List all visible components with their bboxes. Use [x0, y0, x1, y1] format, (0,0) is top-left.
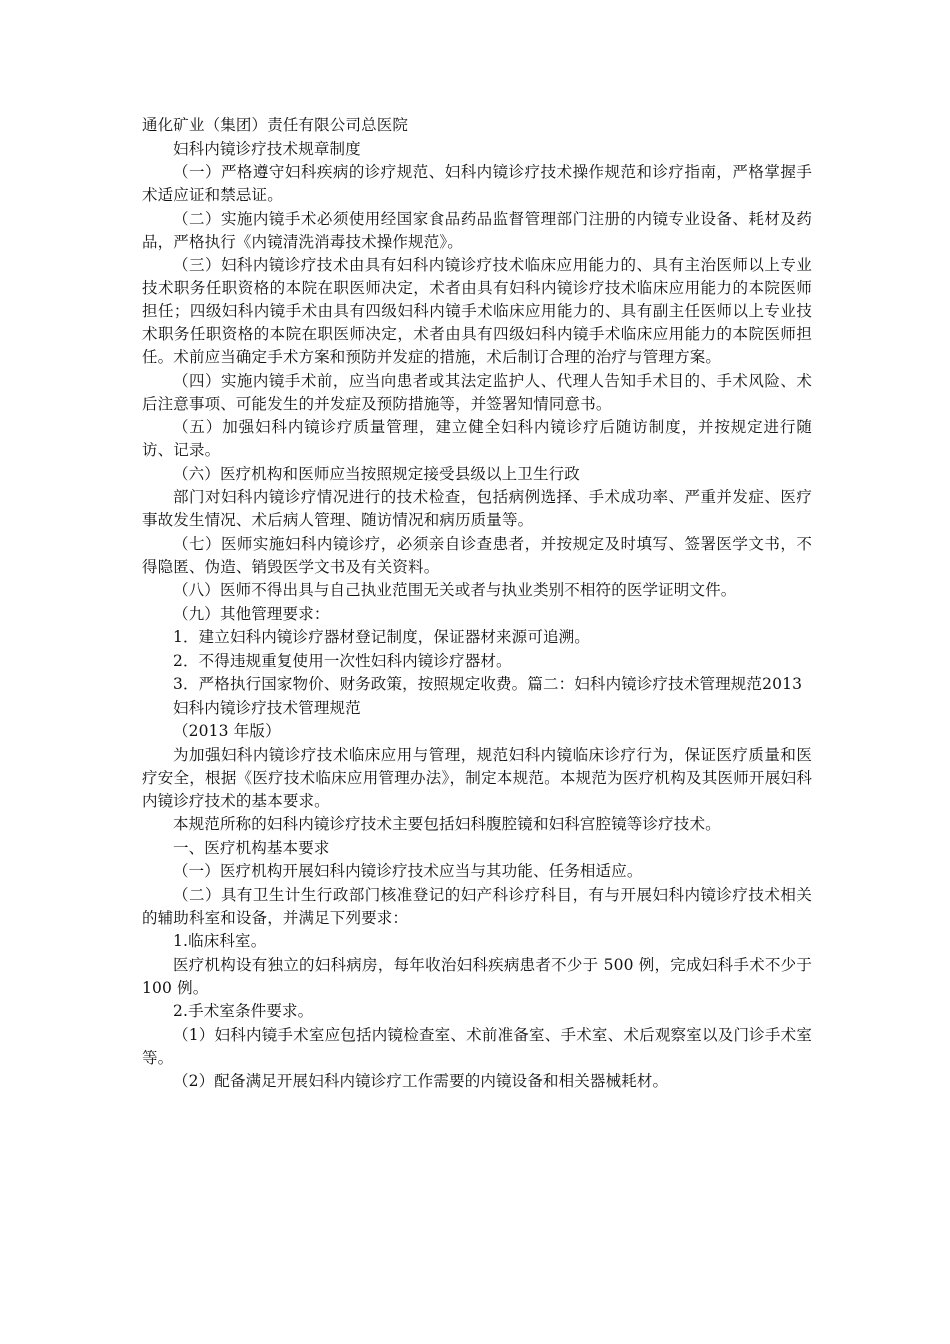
paragraph: （2）配备满足开展妇科内镜诊疗工作需要的内镜设备和相关器械耗材。: [173, 1072, 669, 1090]
document-page: [142, 114, 812, 1094]
paragraph: 为加强妇科内镜诊疗技术临床应用与管理，规范妇科内镜临床诊疗行为，保证医疗质量和医疗安全，根据《医疗技术临床应用管理办法》，制定本规范。本规范为医疗机构及其医师开展妇科内镜诊疗技术的基本要求。: [142, 745, 812, 810]
section-title-regulations: 妇科内镜诊疗技术规章制度: [173, 139, 361, 158]
list-item: 1．建立妇科内镜诊疗器材登记制度，保证器材来源可追溯。: [173, 628, 590, 646]
paragraph: （六）医疗机构和医师应当按照规定接受县级以上卫生行政: [173, 464, 580, 483]
hospital-name-header: 通化矿业（集团）责任有限公司总医院: [142, 116, 409, 134]
list-item: 3．严格执行国家物价、财务政策，按照规定收费。篇二：妇科内镜诊疗技术管理规范2013: [173, 675, 803, 693]
paragraph: （三）妇科内镜诊疗技术由具有妇科内镜诊疗技术临床应用能力的、具有主治医师以上专业技术职务任职资格的本院在职医师决定，术者由具有妇科内镜诊疗技术临床应用能力的本院医师担任；四级妇科内镜手术由具有四级妇科内镜手术临床应用能力的、具有副主任医师以上专业技术职务任职资格的本院在职医师决定，术者由具有四级妇科内镜手术临床应用能力的本院医师担任。术前应当确定手术方案和预防并发症的措施，术后制订合理的治疗与管理方案。: [142, 256, 812, 366]
paragraph: （四）实施内镜手术前，应当向患者或其法定监护人、代理人告知手术目的、手术风险、术后注意事项、可能发生的并发症及预防措施等，并签署知情同意书。: [142, 371, 812, 413]
list-item: 2．不得违规重复使用一次性妇科内镜诊疗器材。: [173, 651, 512, 670]
section-heading: 一、医疗机构基本要求: [173, 838, 330, 857]
paragraph: （一）医疗机构开展妇科内镜诊疗技术应当与其功能、任务相适应。: [173, 862, 643, 880]
paragraph: 部门对妇科内镜诊疗情况进行的技术检查，包括病例选择、手术成功率、严重并发症、医疗事故发生情况、术后病人管理、随访情况和病历质量等。: [142, 488, 812, 529]
paragraph: （二）实施内镜手术必须使用经国家食品药品监督管理部门注册的内镜专业设备、耗材及药品，严格执行《内镜清洗消毒技术操作规范》。: [142, 209, 812, 251]
subheading: 1.临床科室。: [173, 932, 267, 950]
paragraph: 医疗机构设有独立的妇科病房，每年收治妇科疾病患者不少于 500 例，完成妇科手术不少于 100 例。: [142, 955, 812, 997]
paragraph: （1）妇科内镜手术室应包括内镜检查室、术前准备室、手术室、术后观察室以及门诊手术室等。: [142, 1025, 812, 1067]
paragraph: （一）严格遵守妇科疾病的诊疗规范、妇科内镜诊疗技术操作规范和诊疗指南，严格掌握手术适应证和禁忌证。: [142, 163, 812, 204]
paragraph: （七）医师实施妇科内镜诊疗，必须亲自诊查患者，并按规定及时填写、签署医学文书，不得隐匿、伪造、销毁医学文书及有关资料。: [142, 534, 812, 576]
paragraph: （九）其他管理要求：: [173, 604, 330, 623]
paragraph: 本规范所称的妇科内镜诊疗技术主要包括妇科腹腔镜和妇科宫腔镜等诊疗技术。: [173, 815, 721, 833]
edition-label: （2013 年版）: [173, 722, 281, 740]
paragraph: （八）医师不得出具与自己执业范围无关或者与执业类别不相符的医学证明文件。: [173, 581, 737, 599]
paragraph: （五）加强妇科内镜诊疗质量管理，建立健全妇科内镜诊疗后随访制度，并按规定进行随访、记录。: [142, 418, 812, 459]
section-title-management-spec: 妇科内镜诊疗技术管理规范: [173, 698, 361, 717]
paragraph: （二）具有卫生计生行政部门核准登记的妇产科诊疗科目，有与开展妇科内镜诊疗技术相关的辅助科室和设备，并满足下列要求：: [142, 885, 812, 927]
subheading: 2.手术室条件要求。: [173, 1002, 314, 1020]
